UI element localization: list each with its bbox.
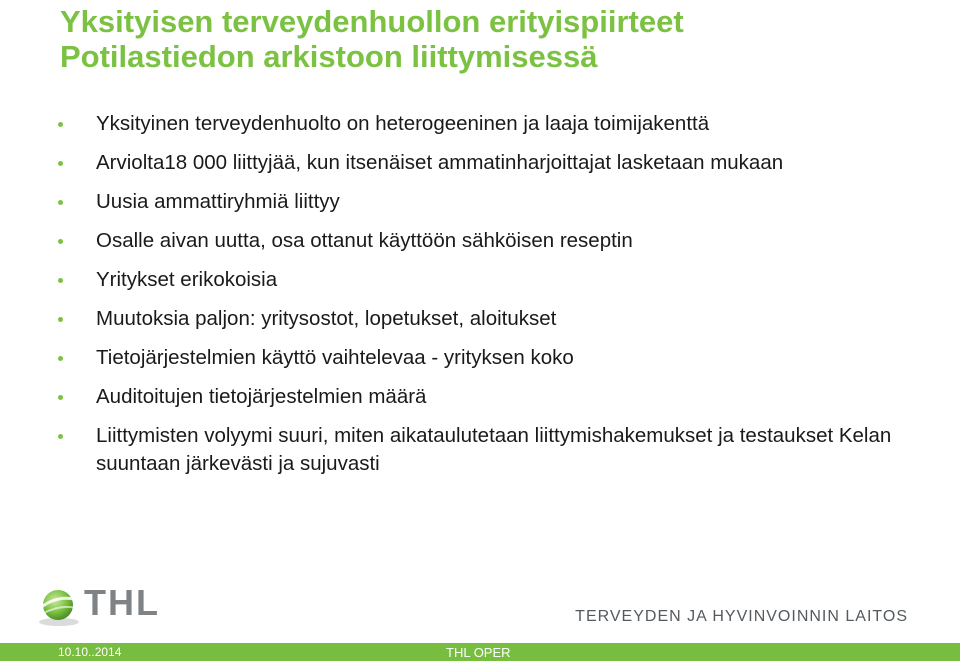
slide-title-line-1: Yksityisen terveydenhuollon erityispiirteet	[60, 4, 684, 39]
globe-icon	[34, 584, 84, 628]
bullet-item	[58, 110, 938, 138]
bullet-icon	[58, 317, 63, 322]
bullet-list	[58, 110, 938, 489]
bullet-icon	[58, 161, 63, 166]
bullet-text: Osalle aivan uutta, osa ottanut käyttöön sähköisen reseptin	[96, 229, 633, 252]
bullet-icon	[58, 356, 63, 361]
bullet-icon	[58, 200, 63, 205]
bullet-item	[58, 344, 938, 372]
footer-date: 10.10..2014	[58, 645, 122, 659]
bullet-item	[58, 422, 938, 478]
footer-bar	[0, 643, 960, 661]
bullet-text: Auditoitujen tietojärjestelmien määrä	[96, 385, 427, 408]
footer-center-text: THL OPER	[446, 645, 511, 660]
institute-name: TERVEYDEN JA HYVINVOINNIN LAITOS	[575, 608, 908, 625]
slide-title-line-2: Potilastiedon arkistoon liittymisessä	[60, 39, 598, 74]
bullet-icon	[58, 239, 63, 244]
bullet-text: Muutoksia paljon: yritysostot, lopetukset, aloitukset	[96, 307, 557, 330]
bullet-icon	[58, 395, 63, 400]
bullet-icon	[58, 278, 63, 283]
slide-title	[60, 4, 940, 74]
thl-logo	[34, 584, 164, 628]
bullet-item	[58, 383, 938, 411]
bullet-item	[58, 266, 938, 294]
bullet-item	[58, 149, 938, 177]
bullet-text: Uusia ammattiryhmiä liittyy	[96, 190, 340, 213]
bullet-text: Liittymisten volyymi suuri, miten aikataulutetaan liittymishakemukset ja testaukset Kelan suuntaan järkevästi ja sujuvasti	[96, 424, 892, 475]
bullet-icon	[58, 434, 63, 439]
logo-text: THL	[84, 582, 160, 623]
bullet-text: Yritykset erikokoisia	[96, 268, 278, 291]
bullet-text: Yksityinen terveydenhuolto on heterogeeninen ja laaja toimijakenttä	[96, 112, 710, 135]
bullet-icon	[58, 122, 63, 127]
bullet-item	[58, 227, 938, 255]
bullet-item	[58, 188, 938, 216]
bullet-item	[58, 305, 938, 333]
bullet-text: Tietojärjestelmien käyttö vaihtelevaa - yrityksen koko	[96, 346, 574, 369]
bullet-text: Arviolta18 000 liittyjää, kun itsenäiset ammatinharjoittajat lasketaan mukaan	[96, 151, 784, 174]
